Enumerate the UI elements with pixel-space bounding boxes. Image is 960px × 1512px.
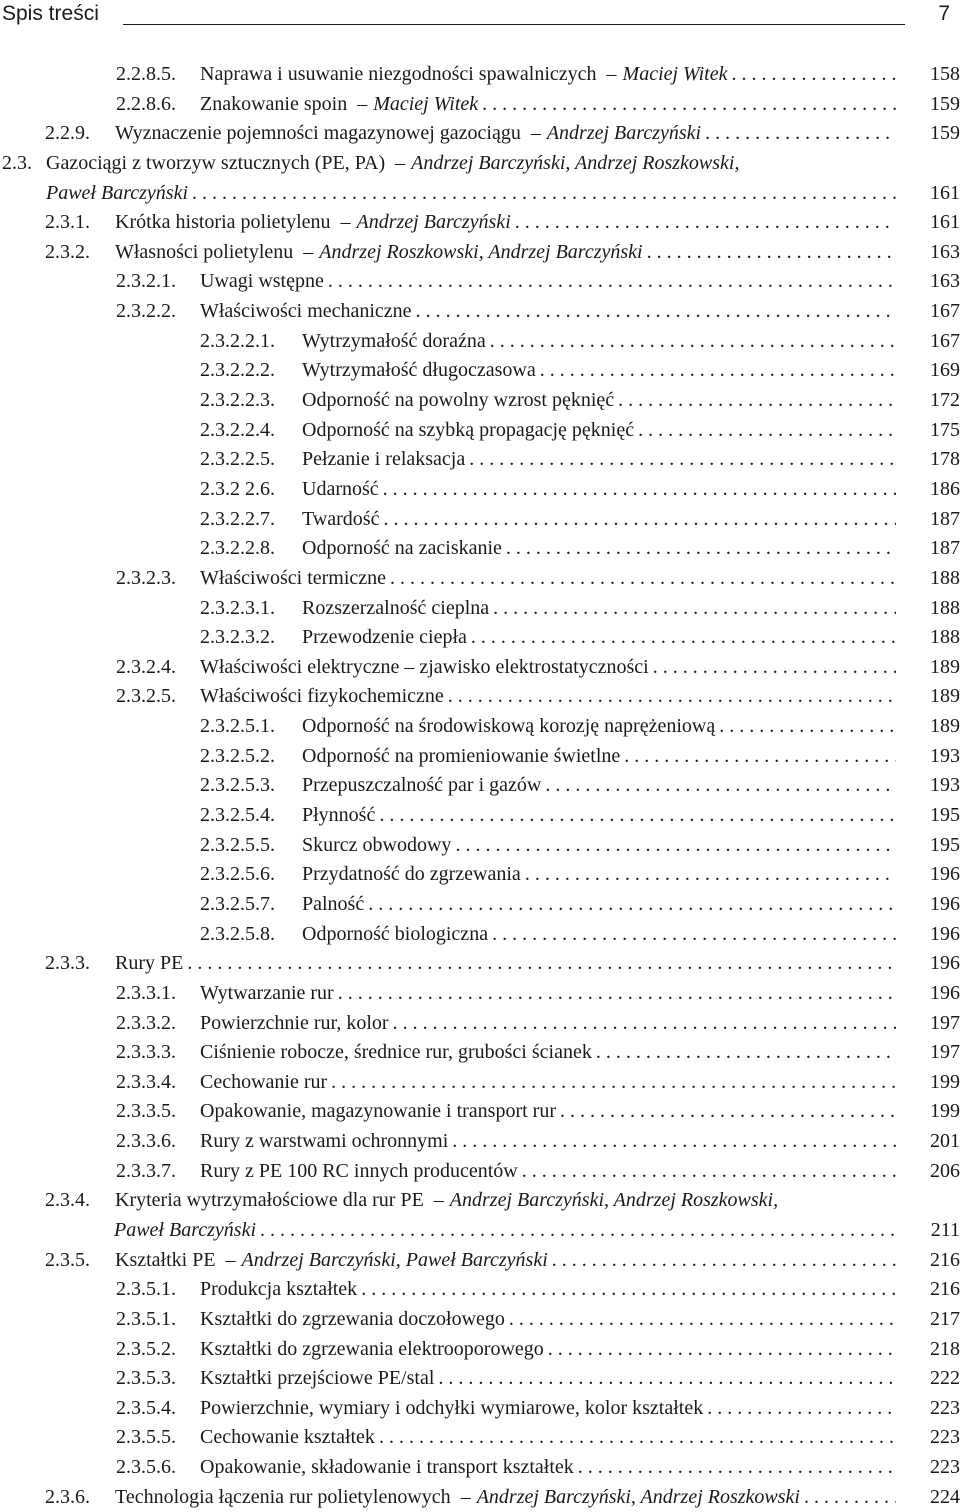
author-dash: – [225,1248,236,1271]
toc-number: 2.3.2.2.2. [200,359,275,382]
toc-page-number: 178 [930,448,960,471]
dot-leader [469,445,896,475]
toc-number: 2.3.2.1. [116,270,176,293]
toc-page-number: 223 [930,1456,960,1479]
toc-page-number: 216 [930,1248,960,1271]
toc-page-number: 206 [930,1159,960,1182]
toc-entry[interactable] [0,920,960,950]
toc-page-number: 199 [930,1070,960,1093]
toc-entry[interactable] [0,534,960,564]
dot-leader [368,890,896,920]
toc-page-number: 196 [930,892,960,915]
dot-leader [719,712,896,742]
toc-title: Znakowanie spoin [200,92,348,115]
toc-entry[interactable] [0,445,960,475]
toc-page-number: 196 [930,981,960,1004]
toc-title: Właściwości elektryczne – zjawisko elektrostatyczności [200,655,649,678]
toc-page-number: 163 [930,240,960,263]
toc-entry[interactable] [0,1127,960,1157]
toc-title: Naprawa i usuwanie niezgodności spawalniczych [200,63,597,85]
author-name: Andrzej Barczyński, Andrzej Roszkowski, [411,151,740,174]
toc-page-number: 159 [930,122,960,145]
toc-title: Technologia łączenia rur polietylenowych [115,1485,451,1508]
toc-title: Kształtki do zgrzewania doczołowego [200,1307,505,1330]
author-name: Maciej Witek [622,63,728,85]
toc-page-number: 161 [930,181,960,204]
dot-leader [515,208,896,238]
toc-page-number: 172 [930,389,960,412]
toc-entry[interactable] [0,1453,960,1483]
toc-page-number: 186 [930,477,960,500]
dot-leader [455,831,896,861]
toc-title: Rury PE [115,952,184,975]
toc-number: 2.3.6. [45,1485,90,1508]
toc-page-number: 196 [930,922,960,945]
dot-leader [390,564,896,594]
toc-entry[interactable] [0,1275,960,1305]
toc-number: 2.2.8.5. [116,63,176,85]
toc-page-number: 195 [930,833,960,856]
toc-title: Płynność [302,804,376,827]
dot-leader [187,949,896,979]
toc-number: 2.3.2.4. [116,655,176,678]
toc-author [114,1216,256,1246]
toc-entry[interactable] [0,1157,960,1187]
toc-entry[interactable] [0,1364,960,1394]
dot-leader [448,682,896,712]
toc-number: 2.3.3.1. [116,981,176,1004]
author-dash: – [340,211,351,234]
toc-entry[interactable] [0,653,960,683]
toc-number: 2.3.2.5.5. [200,833,275,856]
toc-number: 2.3.2.2.1. [200,329,275,352]
toc-page-number: 188 [930,566,960,589]
dot-leader [471,623,896,653]
dot-leader [653,653,896,683]
toc-title: Produkcja kształtek [200,1278,358,1301]
toc-title: Rury z PE 100 RC innych producentów [200,1159,518,1182]
toc-title: Przydatność do zgrzewania [302,863,521,886]
table-of-contents [0,60,960,1512]
toc-entry[interactable] [0,623,960,653]
toc-entry[interactable] [0,1335,960,1365]
toc-page-number: 189 [930,655,960,678]
toc-page-number: 196 [930,952,960,975]
toc-page-number: 199 [930,1100,960,1123]
toc-entry[interactable] [0,149,960,179]
dot-leader [383,505,896,535]
author-name: Andrzej Roszkowski, Andrzej Barczyński [319,240,643,263]
toc-author [395,149,739,179]
toc-author [303,238,642,268]
dot-leader [482,90,896,120]
author-name: Maciej Witek [373,92,479,115]
toc-title: Odporność biologiczna [302,922,489,945]
toc-entry[interactable] [0,119,960,149]
toc-entry[interactable] [0,712,960,742]
dot-leader [509,1305,896,1335]
toc-title: Odporność na promieniowanie świetlne [302,744,621,767]
toc-author [434,1186,778,1216]
toc-title: Właściwości mechaniczne [200,300,412,323]
toc-entry[interactable] [0,1423,960,1453]
toc-number: 2.3. [2,151,32,174]
header-rule [123,24,905,25]
toc-entry[interactable] [0,564,960,594]
toc-page-number: 187 [930,537,960,560]
toc-entry[interactable] [0,1305,960,1335]
toc-page-number: 161 [930,211,960,234]
toc-number: 2.3.3. [45,952,90,975]
toc-page-number: 167 [930,329,960,352]
section-title: Spis treści [2,2,99,25]
toc-page-number: 197 [930,1041,960,1064]
toc-page-number: 158 [930,63,960,85]
toc-number: 2.3.5.3. [116,1367,176,1390]
toc-title: Własności polietylenu [115,240,294,263]
toc-number: 2.3.2.5.7. [200,892,275,915]
author-dash: – [460,1485,471,1508]
toc-entry[interactable] [0,742,960,772]
toc-number: 2.3.2. [45,240,90,263]
dot-leader [560,1097,896,1127]
author-dash: – [530,122,541,145]
toc-entry[interactable] [0,179,960,209]
toc-number: 2.3.5.6. [116,1456,176,1479]
toc-number: 2.3.1. [45,211,90,234]
toc-title: Kształtki PE [115,1248,216,1271]
toc-entry[interactable] [0,1246,960,1276]
toc-number: 2.3.5. [45,1248,90,1271]
toc-number: 2.3.5.4. [116,1396,176,1419]
toc-number: 2.3.2.3.2. [200,626,275,649]
toc-title: Przewodzenie ciepła [302,626,467,649]
dot-leader [624,742,896,772]
toc-author [226,1246,548,1276]
toc-page-number: 222 [930,1367,960,1390]
toc-title: Opakowanie, składowanie i transport kształtek [200,1456,574,1479]
author-dash: – [303,240,314,263]
toc-page-number: 223 [930,1396,960,1419]
toc-title: Kształtki przejściowe PE/stal [200,1367,435,1390]
toc-number: 2.3.2.2.4. [200,418,275,441]
author-name: Andrzej Barczyński, Andrzej Roszkowski, [449,1189,779,1212]
toc-entry[interactable] [0,1097,960,1127]
dot-leader [552,1246,896,1276]
toc-title: Przepuszczalność par i gazów [302,774,542,797]
toc-page-number: 189 [930,685,960,708]
dot-leader [192,179,896,209]
toc-number: 2.3.3.4. [116,1070,176,1093]
toc-title: Powierzchnie, wymiary i odchyłki wymiarowe, kolor kształtek [200,1396,704,1419]
toc-entry[interactable] [0,505,960,535]
toc-entry[interactable] [0,90,960,120]
toc-author [531,119,701,149]
toc-title: Kryteria wytrzymałościowe dla rur PE [115,1189,424,1212]
toc-title: Cechowanie kształtek [200,1426,375,1449]
dot-leader [540,356,896,386]
dot-leader [452,1127,896,1157]
author-name: Paweł Barczyński [46,181,189,204]
toc-entry[interactable] [0,860,960,890]
toc-author [341,208,511,238]
toc-page-number: 159 [930,92,960,115]
toc-entry[interactable] [0,1216,960,1246]
toc-page-number: 216 [930,1278,960,1301]
author-name: Paweł Barczyński [114,1218,257,1241]
toc-number: 2.3.2.2. [116,300,176,323]
toc-title: Odporność na zaciskanie [302,537,502,560]
toc-author [357,90,478,120]
toc-page-number: 193 [930,744,960,767]
toc-title: Właściwości termiczne [200,566,387,589]
dot-leader [361,1275,896,1305]
author-name: Andrzej Barczyński [546,122,702,145]
toc-title: Odporność na powolny wzrost pęknięć [302,389,615,412]
toc-page-number: 197 [930,1011,960,1034]
dot-leader [804,1483,896,1512]
toc-title: Udarność [302,477,379,500]
toc-title: Gazociągi z tworzyw sztucznych (PE, PA) [46,151,386,174]
toc-title: Wyznaczenie pojemności magazynowej gazociągu [115,122,521,145]
toc-page-number: 223 [930,1426,960,1449]
toc-number: 2.2.8.6. [116,92,176,115]
toc-entry[interactable] [0,1068,960,1098]
toc-entry[interactable] [0,831,960,861]
toc-entry[interactable] [0,208,960,238]
toc-title: Twardość [302,507,380,530]
dot-leader [338,979,896,1009]
toc-entry[interactable] [0,1009,960,1039]
toc-entry[interactable] [0,238,960,268]
dot-leader [492,920,896,950]
toc-number: 2.3.2.2.8. [200,537,275,560]
dot-leader [638,416,896,446]
toc-number: 2.3.2.5.2. [200,744,275,767]
toc-page-number: 201 [930,1130,960,1153]
toc-title: Wytrzymałość długoczasowa [302,359,536,382]
toc-title: Wytrzymałość doraźna [302,329,486,352]
toc-entry[interactable] [0,979,960,1009]
author-dash: – [433,1189,444,1212]
toc-entry[interactable] [0,949,960,979]
toc-entry[interactable] [0,771,960,801]
toc-number: 2.3.2.5.4. [200,804,275,827]
toc-entry[interactable] [0,356,960,386]
toc-page-number: 193 [930,774,960,797]
toc-page-number: 218 [930,1337,960,1360]
toc-title: Rozszerzalność cieplna [302,596,490,619]
toc-entry[interactable] [0,594,960,624]
toc-number: 2.3.5.2. [116,1337,176,1360]
toc-entry[interactable] [0,801,960,831]
toc-page-number: 211 [930,1218,960,1241]
toc-number: 2.3.5.1. [116,1307,176,1330]
toc-number: 2.3.3.3. [116,1041,176,1064]
toc-page-number: 187 [930,507,960,530]
dot-leader [506,534,896,564]
toc-entry[interactable] [0,416,960,446]
author-dash: – [395,151,406,174]
toc-page-number: 175 [930,418,960,441]
dot-leader [379,801,896,831]
toc-author [461,1483,800,1512]
toc-number: 2.3.5.5. [116,1426,176,1449]
toc-author [46,179,188,209]
toc-number: 2.3.2.5.3. [200,774,275,797]
toc-number: 2.3.3.6. [116,1130,176,1153]
dot-leader [331,1068,896,1098]
toc-entry[interactable] [0,475,960,505]
toc-number: 2.3.2.5.8. [200,922,275,945]
toc-number: 2.3.3.2. [116,1011,176,1034]
toc-page-number: 188 [930,596,960,619]
toc-title: Krótka historia polietylenu [115,211,331,234]
toc-entry[interactable] [0,1186,960,1216]
dot-leader [647,238,896,268]
toc-title: Ciśnienie robocze, średnice rur, grubości ścianek [200,1041,592,1064]
dot-leader [493,594,896,624]
dot-leader [545,771,896,801]
toc-page-number: 195 [930,804,960,827]
toc-author [607,60,728,90]
toc-number: 2.3.4. [45,1189,90,1212]
toc-entry[interactable] [0,682,960,712]
dot-leader [707,1394,896,1424]
toc-number: 2.3.2 2.6. [200,477,275,500]
toc-title: Właściwości fizykochemiczne [200,685,444,708]
toc-title: Kształtki do zgrzewania elektrooporowego [200,1337,544,1360]
dot-leader [522,1157,896,1187]
dot-leader [705,119,896,149]
dot-leader [393,1009,896,1039]
toc-entry[interactable] [0,1483,960,1512]
toc-title: Uwagi wstępne [200,270,324,293]
toc-number: 2.3.2.5. [116,685,176,708]
toc-title: Powierzchnie rur, kolor [200,1011,389,1034]
toc-number: 2.3.3.7. [116,1159,176,1182]
toc-page-number: 217 [930,1307,960,1330]
toc-page-number: 163 [930,270,960,293]
dot-leader [328,267,896,297]
dot-leader [438,1364,896,1394]
toc-number: 2.3.2.2.5. [200,448,275,471]
dot-leader [260,1216,896,1246]
author-name: Andrzej Barczyński, Andrzej Roszkowski [476,1485,800,1508]
toc-page-number: 196 [930,863,960,886]
toc-number: 2.3.2.3.1. [200,596,275,619]
toc-page-number: 167 [930,300,960,323]
toc-entry[interactable] [0,60,960,90]
dot-leader [548,1335,896,1365]
toc-entry[interactable] [0,267,960,297]
toc-page-number: 169 [930,359,960,382]
toc-number: 2.3.2.2.3. [200,389,275,412]
toc-title: Skurcz obwodowy [302,833,452,856]
toc-title: Odporność na szybką propagację pęknięć [302,418,635,441]
dot-leader [416,297,896,327]
toc-number: 2.3.5.1. [116,1278,176,1301]
toc-entry[interactable] [0,1038,960,1068]
dot-leader [731,60,896,90]
dot-leader [379,1423,896,1453]
toc-title: Opakowanie, magazynowanie i transport rur [200,1100,556,1123]
toc-entry[interactable] [0,890,960,920]
toc-entry[interactable] [0,386,960,416]
toc-entry[interactable] [0,297,960,327]
toc-number: 2.2.9. [45,122,90,145]
toc-title: Rury z warstwami ochronnymi [200,1130,449,1153]
author-dash: – [357,92,368,115]
dot-leader [578,1453,896,1483]
page-number: 7 [938,2,950,25]
toc-page-number: 188 [930,626,960,649]
author-name: Andrzej Barczyński [356,211,511,234]
toc-number: 2.3.2.2.7. [200,507,275,530]
toc-entry[interactable] [0,327,960,357]
toc-entry[interactable] [0,1394,960,1424]
toc-title: Odporność na środowiskową korozję naprężeniową [302,715,716,738]
page-header [2,0,960,32]
author-dash: – [606,63,617,85]
dot-leader [596,1038,896,1068]
toc-number: 2.3.2.5.6. [200,863,275,886]
author-name: Andrzej Barczyński, Paweł Barczyński [241,1248,548,1271]
dot-leader [383,475,896,505]
toc-title: Pełzanie i relaksacja [302,448,466,471]
toc-number: 2.3.3.5. [116,1100,176,1123]
toc-page-number: 224 [930,1485,960,1508]
toc-title: Palność [302,892,365,915]
toc-number: 2.3.2.3. [116,566,176,589]
toc-number: 2.3.2.5.1. [200,715,275,738]
toc-title: Wytwarzanie rur [200,981,334,1004]
toc-page-number: 189 [930,715,960,738]
dot-leader [525,860,896,890]
dot-leader [490,327,896,357]
dot-leader [618,386,896,416]
toc-title: Cechowanie rur [200,1070,328,1093]
